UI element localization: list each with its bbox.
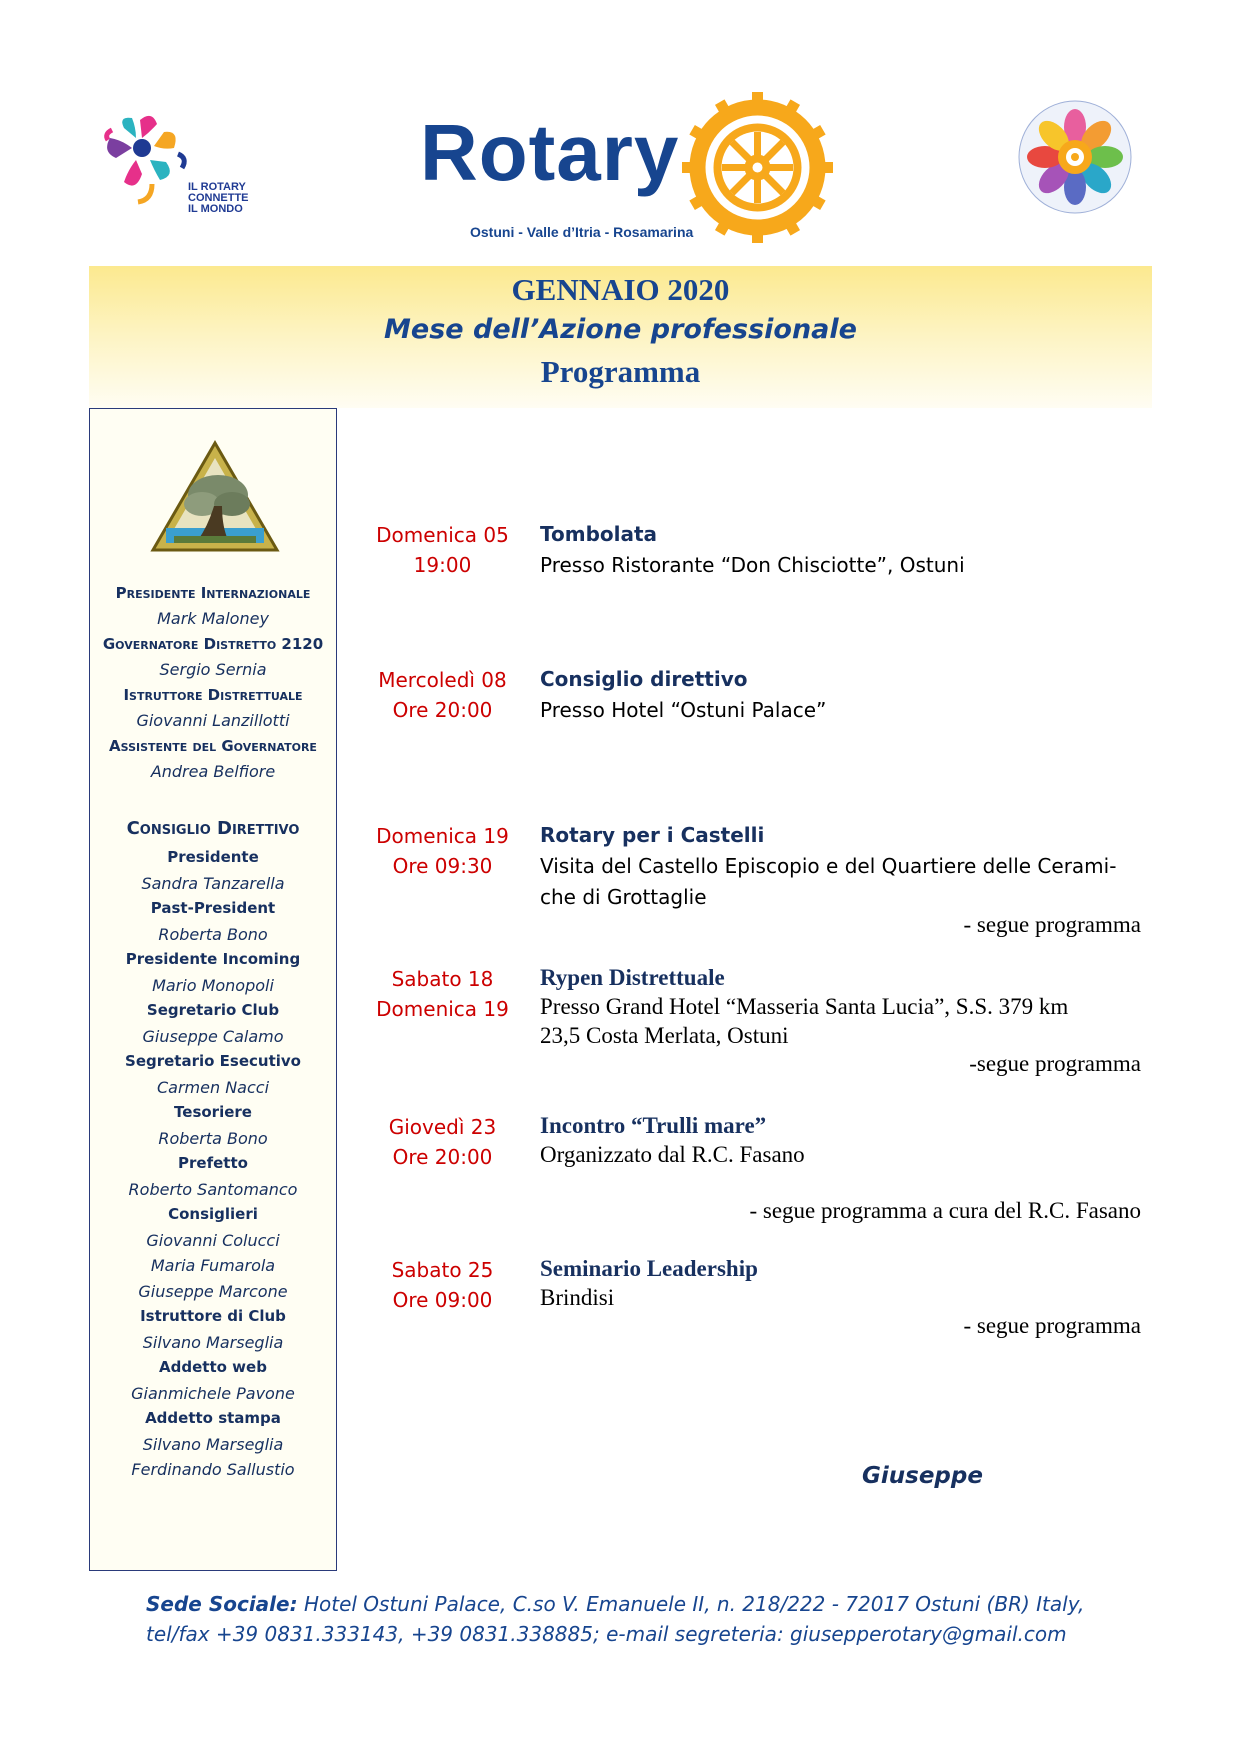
sidebar-role: Segretario Club <box>146 1001 280 1019</box>
event-location: che di Grottaglie <box>540 885 707 909</box>
sidebar-name: Roberta Bono <box>158 1129 268 1148</box>
event-time: Ore 09:00 <box>392 1288 493 1312</box>
event-title: Seminario Leadership <box>540 1256 758 1281</box>
sidebar-role: Prefetto <box>178 1154 248 1172</box>
event-title: Incontro “Trulli mare” <box>540 1113 767 1138</box>
event-follow-note: - segue programma a cura del R.C. Fasano <box>749 1198 1141 1223</box>
sidebar-name: Ferdinando Sallustio <box>131 1460 295 1479</box>
sidebar-role: Presidente Incoming <box>125 950 301 968</box>
sidebar-name: Giuseppe Calamo <box>142 1027 284 1046</box>
signature: Giuseppe <box>862 1463 983 1489</box>
sidebar-role-district-governor: Governatore Distretto 2120 <box>102 635 324 653</box>
event-title: Rypen Distrettuale <box>540 965 725 990</box>
event-location: Brindisi <box>540 1285 615 1310</box>
event-date: Domenica 19 <box>376 824 509 848</box>
footer-contacts: tel/fax +39 0831.333143, +39 0831.338885; e-mail segreteria: giusepperotary@gmail.com <box>146 1622 1067 1646</box>
olive-tree-triangle-logo <box>150 440 280 555</box>
sidebar-name: Mark Maloney <box>157 609 269 628</box>
sidebar-name: Giuseppe Marcone <box>138 1282 288 1301</box>
sidebar-role: Segretario Esecutivo <box>125 1052 301 1070</box>
club-name: Ostuni - Valle d’Itria - Rosamarina <box>470 224 694 240</box>
event-time: Ore 20:00 <box>392 1145 493 1169</box>
sidebar-role: Consiglieri <box>168 1205 258 1223</box>
event-time: Ore 09:30 <box>392 854 493 878</box>
footer-address: Hotel Ostuni Palace, C.so V. Emanuele II, n. 218/222 - 72017 Ostuni (BR) Italy, <box>303 1592 1085 1616</box>
olive-tree-icon <box>150 440 280 555</box>
event-follow-note: - segue programma <box>963 912 1141 937</box>
event-location: Organizzato dal R.C. Fasano <box>540 1142 805 1167</box>
event-title: Consiglio direttivo <box>540 667 748 691</box>
event-follow-note: - segue programma <box>963 1313 1141 1338</box>
event-date: Domenica 05 <box>376 523 509 547</box>
sidebar-role: Presidente <box>167 848 259 866</box>
sidebar-role-international-president: Presidente Internazionale <box>115 584 311 602</box>
sidebar-name: Sandra Tanzarella <box>141 874 285 893</box>
sidebar-role: Tesoriere <box>174 1103 252 1121</box>
event-time: Domenica 19 <box>376 997 509 1021</box>
sidebar-name: Roberto Santomanco <box>128 1180 298 1199</box>
sidebar-name: Giovanni Colucci <box>146 1231 280 1250</box>
sidebar-council-heading: Consiglio Direttivo <box>126 818 300 839</box>
event-title: Tombolata <box>540 522 658 546</box>
footer-label: Sede Sociale: <box>146 1592 298 1616</box>
sidebar-name: Sergio Sernia <box>159 660 267 679</box>
event-date: Giovedì 23 <box>388 1115 497 1139</box>
sidebar-name: Andrea Belfiore <box>150 762 276 781</box>
event-follow-note: -segue programma <box>969 1051 1141 1076</box>
event-time: Ore 20:00 <box>392 698 493 722</box>
sidebar-role: Addetto web <box>159 1358 267 1376</box>
sidebar-role-district-instructor: Istruttore Distrettuale <box>123 686 303 704</box>
flower-badge-icon <box>1010 95 1140 220</box>
footer-address-line <box>146 1592 1084 1616</box>
event-location: Presso Grand Hotel “Masseria Santa Lucia”, S.S. 379 km <box>540 994 1069 1019</box>
event-location: 23,5 Costa Merlata, Ostuni <box>540 1023 789 1048</box>
rotary-wordmark: Rotary <box>420 108 680 197</box>
rotary-wheel-icon <box>680 90 835 245</box>
event-title: Rotary per i Castelli <box>540 823 765 847</box>
event-location: Visita del Castello Episcopio e del Quartiere delle Cerami- <box>540 854 1117 878</box>
event-location: Presso Hotel “Ostuni Palace” <box>540 698 827 722</box>
rotary-connects-world-logo <box>102 110 252 220</box>
connect-world-icon <box>102 110 192 210</box>
banner-program-label: Programma <box>540 354 701 389</box>
event-time: 19:00 <box>413 553 472 577</box>
sidebar-role: Istruttore di Club <box>140 1307 286 1325</box>
event-location: Presso Ristorante “Don Chisciotte”, Ostuni <box>540 553 965 577</box>
sidebar-name: Maria Fumarola <box>150 1256 276 1275</box>
event-date: Mercoledì 08 <box>378 668 507 692</box>
sidebar-name: Silvano Marseglia <box>142 1435 284 1454</box>
sidebar-role-governor-assistant: Assistente del Governatore <box>109 737 317 755</box>
sidebar-name: Gianmichele Pavone <box>131 1384 295 1403</box>
banner-title: GENNAIO 2020 <box>511 272 730 307</box>
connect-world-tagline: IL ROTARY CONNETTE IL MONDO <box>188 181 249 215</box>
sidebar-name: Giovanni Lanzillotti <box>136 711 290 730</box>
event-date: Sabato 18 <box>391 967 494 991</box>
sidebar-role: Addetto stampa <box>145 1409 281 1427</box>
banner-subtitle: Mese dell’Azione professionale <box>384 314 857 345</box>
sidebar-name: Silvano Marseglia <box>142 1333 284 1352</box>
sidebar-name: Mario Monopoli <box>152 976 274 995</box>
district-flower-logo <box>1010 95 1155 220</box>
sidebar-name: Carmen Nacci <box>156 1078 270 1097</box>
sidebar-role: Past-President <box>150 899 276 917</box>
event-date: Sabato 25 <box>391 1258 494 1282</box>
sidebar-name: Roberta Bono <box>158 925 268 944</box>
